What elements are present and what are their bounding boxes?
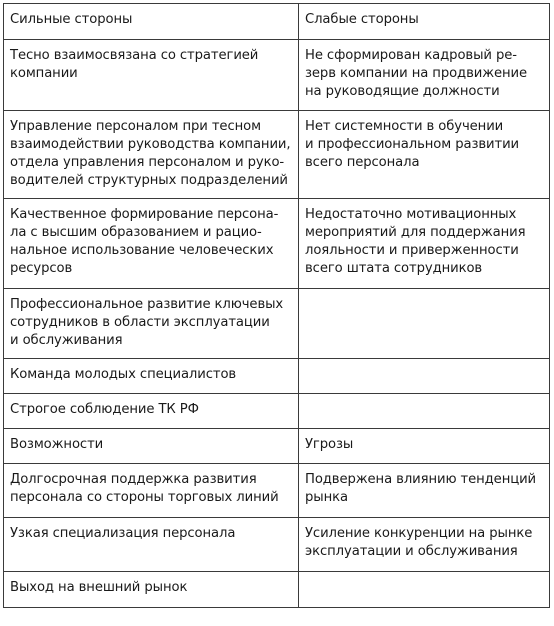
strength-cell: Строгое соблюдение ТК РФ xyxy=(4,394,299,429)
table-row xyxy=(4,359,550,394)
strength-cell: Тесно взаимосвязана со стратегией компании xyxy=(4,40,299,111)
strength-cell: Профессиональное развитие ключевых сотрудников в области эксплуатации и обслуживания xyxy=(4,289,299,359)
weakness-cell: Недостаточно мотивационных мероприятий для поддержания лояльности и приверженности всего штата сотрудников xyxy=(299,199,550,289)
swot-table xyxy=(3,3,550,608)
table-row-header-opportunities-threats xyxy=(4,429,550,464)
table-row xyxy=(4,111,550,199)
threat-cell xyxy=(299,572,550,608)
table-row xyxy=(4,40,550,111)
table-row xyxy=(4,199,550,289)
weakness-cell xyxy=(299,394,550,429)
weakness-cell: Нет системности в обучении и профессиональном развитии всего персонала xyxy=(299,111,550,199)
table-row-header-strengths-weaknesses xyxy=(4,4,550,40)
threat-cell: Усиление конкуренции на рынке эксплуатации и обслуживания xyxy=(299,518,550,572)
opportunity-cell: Выход на внешний рынок xyxy=(4,572,299,608)
strength-cell: Управление персоналом при тесном взаимодействии руководства компании, отдела управления персоналом и руко- водителей структурных подразделений xyxy=(4,111,299,199)
threat-cell: Подвержена влиянию тенденций рынка xyxy=(299,464,550,518)
table-row xyxy=(4,518,550,572)
table-row xyxy=(4,394,550,429)
header-opportunities: Возможности xyxy=(4,429,299,464)
weakness-cell: Не сформирован кадровый ре- зерв компании на продвижение на руководящие должности xyxy=(299,40,550,111)
table-row xyxy=(4,289,550,359)
header-threats: Угрозы xyxy=(299,429,550,464)
opportunity-cell: Долгосрочная поддержка развития персонала со стороны торговых линий xyxy=(4,464,299,518)
strength-cell: Команда молодых специалистов xyxy=(4,359,299,394)
strength-cell: Качественное формирование персона- ла с высшим образованием и рацио- нальное использование человеческих ресурсов xyxy=(4,199,299,289)
header-strengths: Сильные стороны xyxy=(4,4,299,40)
weakness-cell xyxy=(299,359,550,394)
header-weaknesses: Слабые стороны xyxy=(299,4,550,40)
weakness-cell xyxy=(299,289,550,359)
opportunity-cell: Узкая специализация персонала xyxy=(4,518,299,572)
table-row xyxy=(4,464,550,518)
table-row xyxy=(4,572,550,608)
